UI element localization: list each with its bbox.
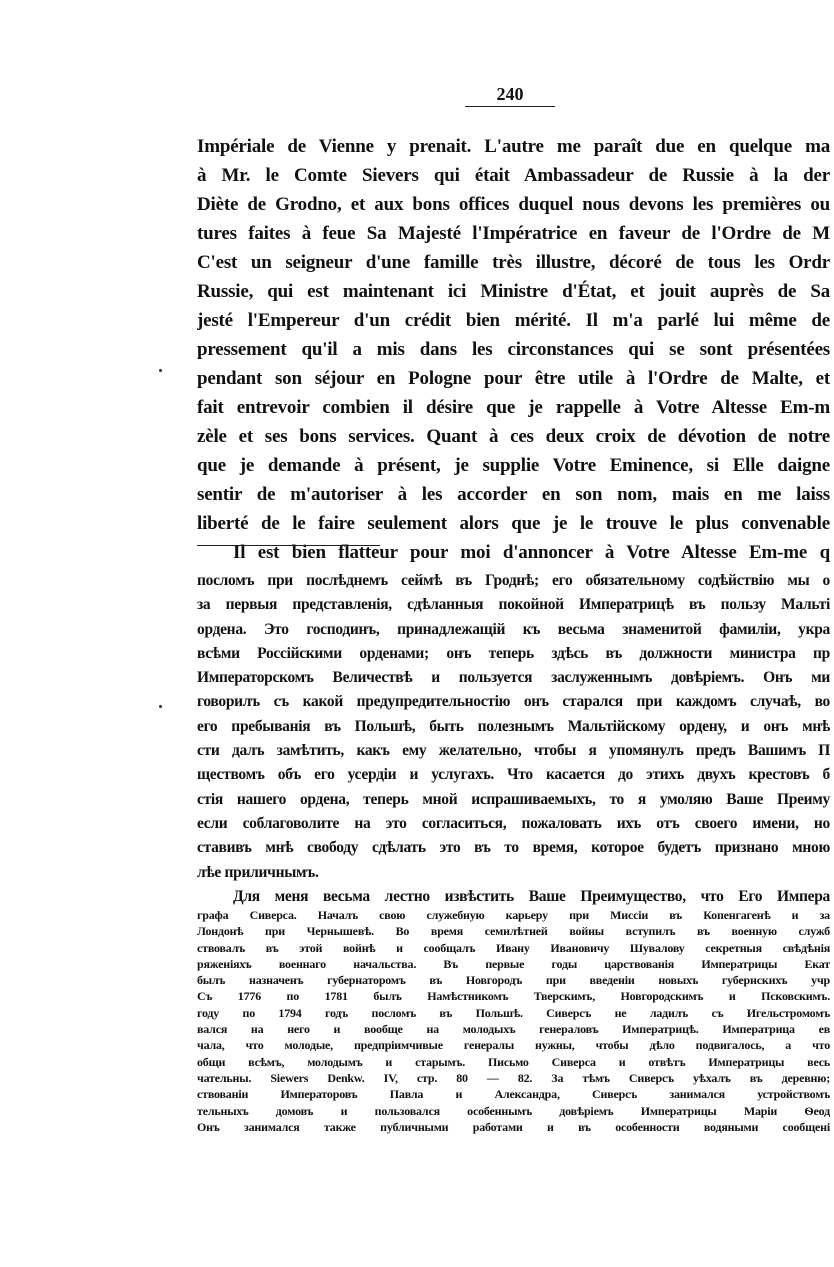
text-line: былъ назначенъ губернаторомъ въ Новгородъ при введеніи новыхъ губернскихъ учр xyxy=(197,973,830,988)
text-line: Diète de Grodno, et aux bons offices duquel nous devons les premières ou xyxy=(197,194,830,215)
text-line: que je demande à présent, je supplie Votre Eminence, si Elle daigne xyxy=(197,455,830,476)
text-line: zèle et ses bons services. Quant à ces deux croix de dévotion de notre xyxy=(197,426,830,447)
text-line: ствованіи Императоровъ Павла и Александра, Сиверсъ занимался устройствомъ xyxy=(197,1087,830,1102)
text-line: за первыя представленія, сдѣланныя покойной Императрицѣ въ пользу Мальті xyxy=(197,596,830,614)
text-line: Съ 1776 по 1781 былъ Намѣстникомъ Тверскимъ, Новгородскимъ и Псковскимъ. xyxy=(197,989,830,1004)
text-line: вался на него и вообще на молодыхъ генераловъ Императрицѣ. Императрица ев xyxy=(197,1022,830,1037)
text-line: sentir de m'autoriser à les accorder en son nom, mais en me laiss xyxy=(197,484,830,505)
text-line: графа Сиверса. Началъ свою служебную карьеру при Миссіи въ Копенгагенѣ и за xyxy=(197,908,830,922)
text-line: если соблаговолите на это согласиться, пожаловать ихъ отъ своего имени, но xyxy=(197,814,830,832)
text-line: Онъ занимался также публичными работами и въ особенности водяными сообщені xyxy=(197,1119,830,1134)
text-line: стія нашего ордена, теперь мной испрашиваемыхъ, то я умоляю Ваше Преиму xyxy=(197,790,830,808)
text-line: сти далъ замѣтить, какъ ему желательно, чтобы я упомянулъ предъ Вашимъ П xyxy=(197,742,830,760)
text-line: ордена. Это господинъ, принадлежащій къ весьма знаменитой фамиліи, укра xyxy=(197,620,830,638)
text-line: чательны. Siewers Denkw. IV, стр. 80 — 82. За тѣмъ Сиверсъ уѣхалъ въ деревню; xyxy=(197,1070,830,1085)
text-line: Лондонѣ при Чернышевѣ. Во время семилѣтней войны вступилъ въ военную служб xyxy=(197,924,830,939)
text-line: fait entrevoir combien il désire que je rappelle à Votre Altesse Em-m xyxy=(197,397,830,418)
text-line: Impériale de Vienne y prenait. L'autre me paraît due en quelque ma xyxy=(197,136,830,157)
text-line: посломъ при послѣднемъ сеймѣ въ Гроднѣ; его обязательному содѣйствію мы о xyxy=(197,572,830,589)
page-number: 240 xyxy=(465,84,555,107)
margin-mark xyxy=(159,369,162,372)
text-line: тельныхъ домовъ и пользовался особеннымъ довѣріемъ Императрицы Маріи Ѳеод xyxy=(197,1103,830,1118)
text-line: tures faites à feue Sa Majesté l'Impératrice en faveur de l'Ordre de M xyxy=(197,223,830,244)
text-line: Для меня весьма лестно извѣстить Ваше Преимущество, что Его Импера xyxy=(233,887,830,905)
text-line: Il est bien flatteur pour moi d'annoncer à Votre Altesse Em-me q xyxy=(233,542,830,563)
text-line: говорилъ съ какой предупредительностію онъ старался при каждомъ случаѣ, во xyxy=(197,693,830,711)
text-line: лѣе приличнымъ. xyxy=(197,863,319,881)
russian-translation-block xyxy=(197,569,830,909)
french-text-block xyxy=(197,132,830,567)
text-line: всѣми Россійскими орденами; онъ теперь здѣсь въ должности министра пр xyxy=(197,644,830,662)
text-line: pendant son séjour en Pologne pour être utile à l'Ordre de Malte, et xyxy=(197,368,830,389)
text-line: ществомъ объ его усердіи и услугахъ. Что касается до этихъ двухъ крестовъ б xyxy=(197,766,830,784)
text-line: ставивъ мнѣ свободу сдѣлать это въ то время, которое будетъ признано мною xyxy=(197,839,830,857)
footnote-separator xyxy=(197,545,380,546)
text-line: C'est un seigneur d'une famille très illustre, décoré de tous les Ordr xyxy=(197,252,830,273)
text-line: jesté l'Empereur d'un crédit bien mérité. Il m'a parlé lui même de xyxy=(197,310,830,331)
text-line: общи всѣмъ, молодымъ и старымъ. Письмо Сиверса и отвѣтъ Императрицы весь xyxy=(197,1054,830,1069)
text-line: ряженіяхъ военнаго начальства. Въ первые годы царствованія Императрицы Екат xyxy=(197,956,830,971)
text-line: Императорскомъ Величествѣ и пользуется заслуженнымъ довѣріемъ. Онъ ми xyxy=(197,669,830,687)
text-line: ствовалъ въ этой войнѣ и сообщалъ Ивану Ивановичу Шувалову секретныя свѣдѣнія xyxy=(197,940,830,955)
margin-mark xyxy=(159,705,162,708)
footnote-block xyxy=(197,907,830,1135)
text-line: pressement qu'il a mis dans les circonstances qui se sont présentées xyxy=(197,339,830,360)
text-line: liberté de le faire seulement alors que je le trouve le plus convenable xyxy=(197,513,830,534)
text-line: чала, что молодые, предпріимчивые генералы нужны, чтобы дѣло подвигалось, а что xyxy=(197,1038,830,1053)
text-line: à Mr. le Comte Sievers qui était Ambassadeur de Russie à la der xyxy=(197,165,830,186)
text-line: его пребыванія въ Польшѣ, быть полезнымъ Мальтійскому ордену, и онъ мнѣ xyxy=(197,717,830,735)
text-line: Russie, qui est maintenant ici Ministre d'État, et jouit auprès de Sa xyxy=(197,281,830,302)
text-line: году по 1794 годъ посломъ въ Польшѣ. Сиверсъ не ладилъ съ Игельстромомъ xyxy=(197,1005,830,1020)
